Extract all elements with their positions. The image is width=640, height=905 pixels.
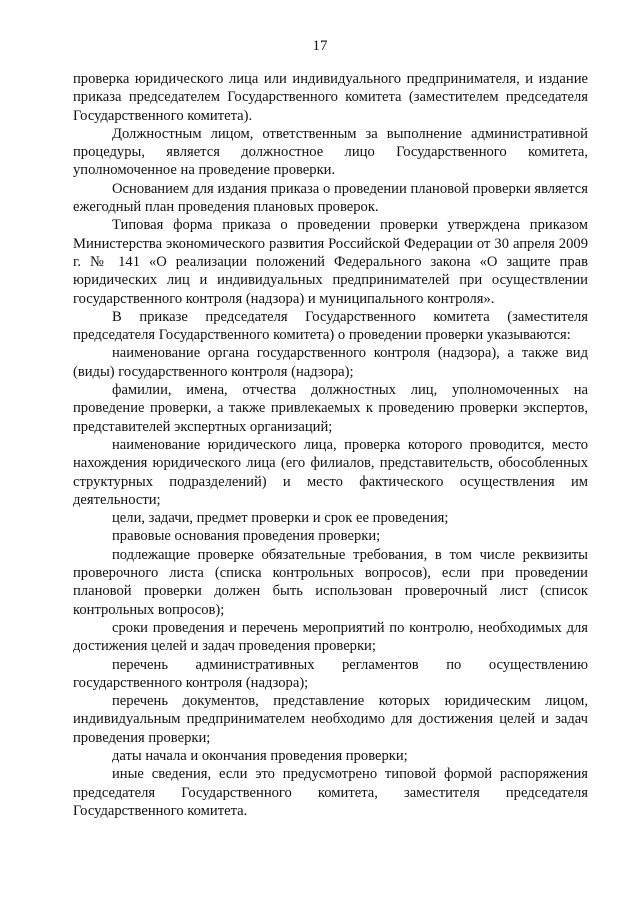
list-item: даты начала и окончания проведения проверки; [112,747,408,764]
list-item: наименование органа государственного контроля (надзора), а также вид (виды) государственного контроля (надзора); [73,345,588,380]
document-body [73,70,588,820]
list-item: наименование юридического лица, проверка которого проводится, место нахождения юридического лица (его филиалов, представительств, обособленных структурных подразделений) и место фактического осуществления им деятельности; [73,436,588,508]
paragraph: Должностным лицом, ответственным за выполнение административной процедуры, является должностное лицо Государственного комитета, уполномоченное на проведение проверки. [73,125,588,179]
list-item: перечень документов, представление которых юридическим лицом, индивидуальным предпринимателем необходимо для достижения целей и задач проведения проверки; [73,693,588,746]
list-item: иные сведения, если это предусмотрено типовой формой распоряжения председателя Государственного комитета, заместителя председателя Государственного комитета. [73,766,588,819]
paragraph: проверка юридического лица или индивидуального предпринимателя, и издание приказа председателем Государственного комитета (заместителем председателя Государственного комитета). [73,71,588,124]
page-number: 17 [312,38,328,54]
paragraph: Основанием для издания приказа о проведении плановой проверки является ежегодный план проведения плановых проверок. [73,180,588,216]
paragraph: Типовая форма приказа о проведении проверки утверждена приказом Министерства экономического развития Российской Федерации от 30 апреля 2009 г. № 141 «О реализации положений Федерального закона «О защите прав юридических лиц и индивидуальных предпринимателей при осуществлении государственного контроля (надзора) и муниципального контроля». [73,217,588,307]
list-item: перечень административных регламентов по осуществлению государственного контроля (надзора); [73,656,588,691]
paragraph: В приказе председателя Государственного комитета (заместителя председателя Государственного комитета) о проведении проверки указываются: [73,308,588,344]
list-item: сроки проведения и перечень мероприятий по контролю, необходимых для достижения целей и задач проведения проверки; [73,619,588,655]
list-item: подлежащие проверке обязательные требования, в том числе реквизиты проверочного листа (списка контрольных вопросов), если при проведении плановой проверки должен быть использован проверочный лист (список контрольных вопросов); [73,546,588,618]
list-item: фамилии, имена, отчества должностных лиц, уполномоченных на проведение проверки, а также привлекаемых к проведению проверки экспертов, представителей экспертных организаций; [73,382,588,435]
list-item: цели, задачи, предмет проверки и срок ее проведения; [112,510,449,527]
list-item: правовые основания проведения проверки; [112,528,381,545]
